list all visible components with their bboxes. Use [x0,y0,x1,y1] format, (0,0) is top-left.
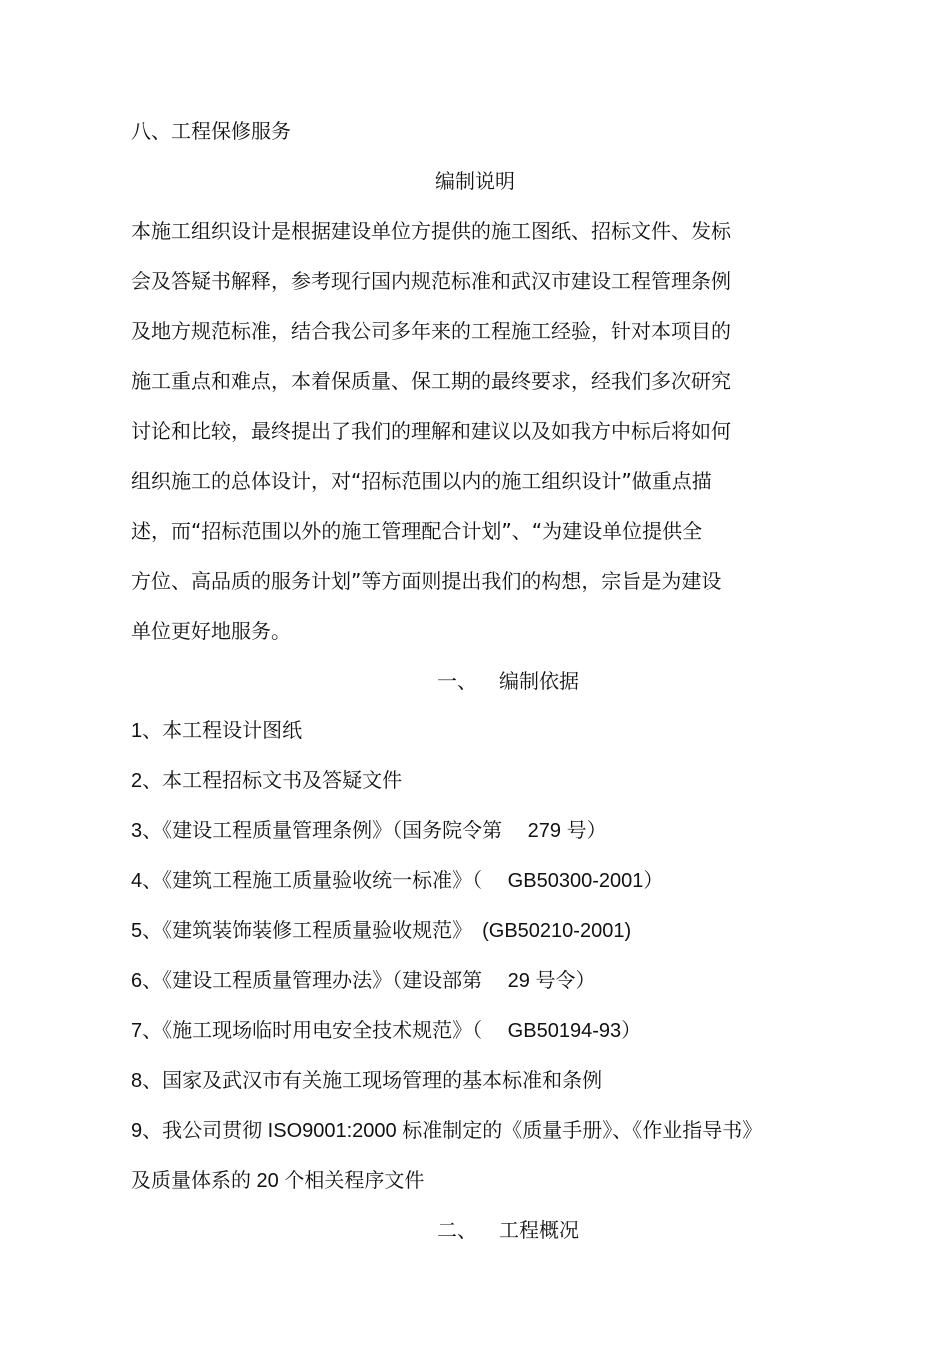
intro-paragraph-line: 会及答疑书解释，参考现行国内规范标准和武汉市建设工程管理条例 [131,269,731,293]
intro-paragraph-line: 述，而“招标范围以外的施工管理配合计划”、“为建设单位提供全 [131,519,703,543]
basis-list-item: 4、《建筑工程施工质量验收统一标准》（ GB50300-2001） [131,870,664,892]
basis-heading-number: 一、 [437,669,477,693]
basis-list-item: 3、《建设工程质量管理条例》（国务院令第 279 号） [131,820,607,842]
overview-heading [437,1217,579,1243]
overview-heading-number: 二、 [437,1218,477,1242]
basis-list-item: 6、《建设工程质量管理办法》（建设部第 29 号令） [131,970,596,992]
intro-paragraph-line: 方位、高品质的服务计划”等方面则提出我们的构想，宗旨是为建设 [131,569,722,593]
intro-paragraph-line: 施工重点和难点，本着保质量、保工期的最终要求，经我们多次研究 [131,369,731,393]
basis-list-item-continuation: 及质量体系的 20 个相关程序文件 [131,1170,425,1192]
basis-list-item: 1、本工程设计图纸 [131,720,303,742]
basis-list-item: 8、国家及武汉市有关施工现场管理的基本标准和条例 [131,1070,603,1092]
basis-list-item: 2、本工程招标文书及答疑文件 [131,770,403,792]
intro-paragraph-line: 及地方规范标准，结合我公司多年来的工程施工经验，针对本项目的 [131,319,731,343]
basis-list-item: 5、《建筑装饰装修工程质量验收规范》 (GB50210-2001) [131,920,632,942]
basis-list-item: 7、《施工现场临时用电安全技术规范》（ GB50194-93） [131,1020,642,1042]
overview-heading-text: 工程概况 [499,1218,579,1242]
intro-paragraph-line: 单位更好地服务。 [131,619,291,643]
intro-paragraph-line: 组织施工的总体设计，对“招标范围以内的施工组织设计”做重点描 [131,469,712,493]
intro-title: 编制说明 [435,169,515,193]
basis-list-item: 9、我公司贯彻 ISO9001:2000 标准制定的《质量手册》、《作业指导书》 [131,1120,763,1142]
basis-heading-text: 编制依据 [499,669,579,693]
intro-paragraph-line: 本施工组织设计是根据建设单位方提供的施工图纸、招标文件、发标 [131,219,731,243]
basis-heading [437,668,579,694]
intro-paragraph-line: 讨论和比较，最终提出了我们的理解和建议以及如我方中标后将如何 [131,419,731,443]
section-heading: 八、工程保修服务 [131,119,291,143]
